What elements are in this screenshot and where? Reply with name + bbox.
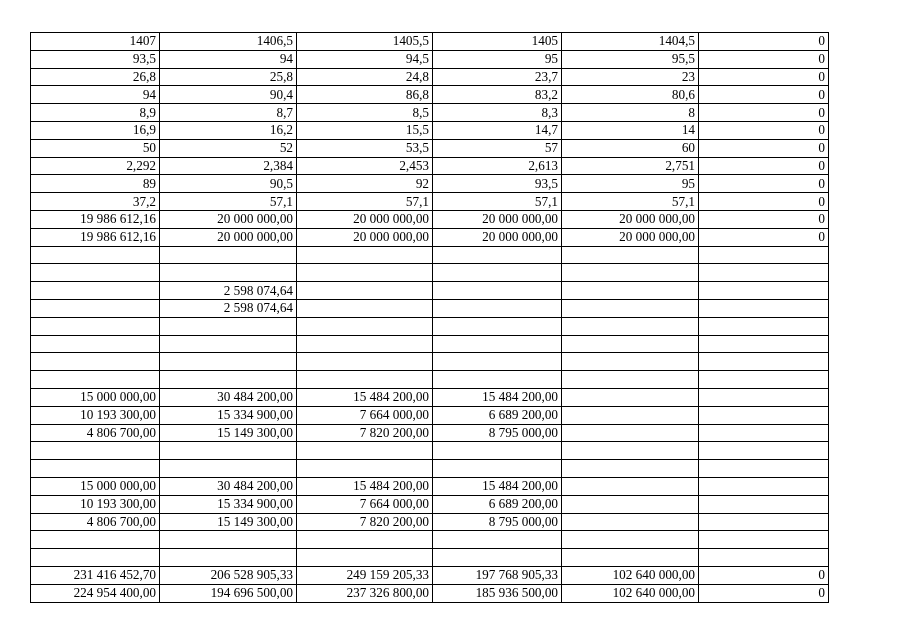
table-cell: 95,5	[562, 50, 699, 68]
table-cell: 30 484 200,00	[160, 388, 297, 406]
table-row	[31, 299, 829, 317]
table-cell	[562, 424, 699, 442]
table-cell	[160, 442, 297, 460]
table-cell	[160, 246, 297, 264]
table-cell	[562, 371, 699, 389]
table-cell	[160, 460, 297, 478]
table-cell	[31, 353, 160, 371]
table-cell	[699, 246, 829, 264]
table-row	[31, 86, 829, 104]
table-cell	[297, 371, 433, 389]
table-cell	[562, 549, 699, 567]
table-cell: 23	[562, 68, 699, 86]
table-cell	[433, 335, 562, 353]
table-row	[31, 121, 829, 139]
table-cell: 23,7	[433, 68, 562, 86]
table-cell: 0	[699, 50, 829, 68]
table-cell	[31, 335, 160, 353]
table-row	[31, 33, 829, 51]
table-row	[31, 335, 829, 353]
table-cell	[433, 299, 562, 317]
table-row	[31, 513, 829, 531]
table-cell: 92	[297, 175, 433, 193]
table-cell	[160, 264, 297, 282]
table-cell	[699, 299, 829, 317]
table-cell	[562, 246, 699, 264]
table-cell: 90,5	[160, 175, 297, 193]
table-cell: 2,384	[160, 157, 297, 175]
table-cell: 57,1	[562, 193, 699, 211]
table-cell	[562, 460, 699, 478]
table-cell	[31, 442, 160, 460]
table-cell: 8,9	[31, 104, 160, 122]
table-cell: 15 000 000,00	[31, 388, 160, 406]
table-cell: 83,2	[433, 86, 562, 104]
table-cell: 8,7	[160, 104, 297, 122]
table-row	[31, 406, 829, 424]
table-cell: 0	[699, 228, 829, 246]
table-cell: 0	[699, 139, 829, 157]
table-row	[31, 282, 829, 300]
table-cell: 80,6	[562, 86, 699, 104]
table-cell: 94,5	[297, 50, 433, 68]
table-cell: 0	[699, 157, 829, 175]
table-cell: 4 806 700,00	[31, 513, 160, 531]
table-cell: 16,2	[160, 121, 297, 139]
table-cell	[699, 353, 829, 371]
table-cell: 2,292	[31, 157, 160, 175]
table-cell: 7 820 200,00	[297, 424, 433, 442]
table-cell	[31, 549, 160, 567]
table-cell	[699, 388, 829, 406]
table-cell	[699, 317, 829, 335]
table-cell: 14	[562, 121, 699, 139]
table-cell	[31, 299, 160, 317]
table-cell: 95	[562, 175, 699, 193]
table-cell: 20 000 000,00	[297, 228, 433, 246]
table-row	[31, 549, 829, 567]
table-cell: 10 193 300,00	[31, 495, 160, 513]
table-cell	[160, 371, 297, 389]
table-cell: 8 795 000,00	[433, 424, 562, 442]
table-cell: 2 598 074,64	[160, 282, 297, 300]
table-row	[31, 104, 829, 122]
table-row	[31, 139, 829, 157]
table-cell: 14,7	[433, 121, 562, 139]
table-cell: 7 664 000,00	[297, 406, 433, 424]
table-cell	[297, 335, 433, 353]
table-cell	[562, 513, 699, 531]
table-cell	[699, 424, 829, 442]
table-cell: 50	[31, 139, 160, 157]
table-cell: 20 000 000,00	[160, 228, 297, 246]
table-cell	[433, 353, 562, 371]
table-cell: 20 000 000,00	[562, 210, 699, 228]
table-cell	[31, 371, 160, 389]
table-cell: 16,9	[31, 121, 160, 139]
table-cell	[433, 371, 562, 389]
table-cell: 24,8	[297, 68, 433, 86]
table-cell: 20 000 000,00	[433, 228, 562, 246]
table-cell: 57,1	[297, 193, 433, 211]
table-cell	[699, 495, 829, 513]
table-cell	[433, 531, 562, 549]
table-cell: 224 954 400,00	[31, 584, 160, 602]
table-cell	[562, 264, 699, 282]
table-cell	[160, 549, 297, 567]
table-cell	[433, 317, 562, 335]
table-cell: 0	[699, 33, 829, 51]
table-cell: 8,5	[297, 104, 433, 122]
table-cell: 2,613	[433, 157, 562, 175]
table-cell: 0	[699, 566, 829, 584]
table-cell: 15 484 200,00	[297, 477, 433, 495]
table-cell: 15 334 900,00	[160, 495, 297, 513]
table-cell: 237 326 800,00	[297, 584, 433, 602]
table-cell	[433, 264, 562, 282]
table-cell: 6 689 200,00	[433, 495, 562, 513]
table-cell: 0	[699, 210, 829, 228]
table-cell: 197 768 905,33	[433, 566, 562, 584]
table-cell: 7 820 200,00	[297, 513, 433, 531]
table-cell: 1407	[31, 33, 160, 51]
table-cell: 95	[433, 50, 562, 68]
table-row	[31, 424, 829, 442]
table-cell	[31, 264, 160, 282]
table-row	[31, 246, 829, 264]
table-cell: 102 640 000,00	[562, 566, 699, 584]
table-cell: 37,2	[31, 193, 160, 211]
table-row	[31, 50, 829, 68]
table-row	[31, 442, 829, 460]
table-cell: 89	[31, 175, 160, 193]
table-cell	[699, 531, 829, 549]
table-cell	[31, 282, 160, 300]
table-cell	[297, 549, 433, 567]
table-cell	[433, 460, 562, 478]
table-cell: 20 000 000,00	[160, 210, 297, 228]
table-row	[31, 566, 829, 584]
table-cell: 15 149 300,00	[160, 424, 297, 442]
table-cell: 1404,5	[562, 33, 699, 51]
table-cell: 57,1	[160, 193, 297, 211]
table-cell: 30 484 200,00	[160, 477, 297, 495]
table-cell	[699, 282, 829, 300]
table-cell: 249 159 205,33	[297, 566, 433, 584]
table-cell: 20 000 000,00	[297, 210, 433, 228]
table-cell	[297, 460, 433, 478]
table-cell	[699, 442, 829, 460]
table-cell	[699, 264, 829, 282]
table-cell: 90,4	[160, 86, 297, 104]
table-row	[31, 353, 829, 371]
table-cell	[562, 388, 699, 406]
table-cell: 8	[562, 104, 699, 122]
table-row	[31, 264, 829, 282]
table-cell	[31, 460, 160, 478]
table-row	[31, 477, 829, 495]
table-cell	[562, 335, 699, 353]
table-cell: 6 689 200,00	[433, 406, 562, 424]
table-row	[31, 388, 829, 406]
table-cell	[31, 531, 160, 549]
table-cell: 2 598 074,64	[160, 299, 297, 317]
table-cell	[160, 353, 297, 371]
table-cell: 19 986 612,16	[31, 228, 160, 246]
table-cell: 57	[433, 139, 562, 157]
table-cell: 86,8	[297, 86, 433, 104]
table-cell	[562, 406, 699, 424]
table-row	[31, 193, 829, 211]
table-cell: 20 000 000,00	[562, 228, 699, 246]
table-cell	[433, 549, 562, 567]
table-cell: 0	[699, 584, 829, 602]
table-cell	[297, 317, 433, 335]
table-cell	[699, 406, 829, 424]
table-cell: 231 416 452,70	[31, 566, 160, 584]
table-cell	[160, 317, 297, 335]
table-cell	[297, 264, 433, 282]
table-cell: 93,5	[31, 50, 160, 68]
table-body	[31, 33, 829, 603]
table-cell: 1406,5	[160, 33, 297, 51]
table-cell: 94	[31, 86, 160, 104]
table-cell: 185 936 500,00	[433, 584, 562, 602]
table-row	[31, 228, 829, 246]
table-cell: 15,5	[297, 121, 433, 139]
table-cell: 102 640 000,00	[562, 584, 699, 602]
table-cell	[562, 282, 699, 300]
table-cell	[699, 549, 829, 567]
table-cell: 52	[160, 139, 297, 157]
table-cell: 0	[699, 68, 829, 86]
table-cell: 19 986 612,16	[31, 210, 160, 228]
table-cell: 57,1	[433, 193, 562, 211]
table-cell	[31, 246, 160, 264]
data-table	[30, 32, 829, 603]
table-cell: 20 000 000,00	[433, 210, 562, 228]
table-cell: 53,5	[297, 139, 433, 157]
table-cell: 15 484 200,00	[433, 388, 562, 406]
table-cell	[562, 317, 699, 335]
table-cell	[699, 371, 829, 389]
table-cell: 206 528 905,33	[160, 566, 297, 584]
table-cell	[562, 442, 699, 460]
table-cell	[433, 282, 562, 300]
table-cell	[433, 442, 562, 460]
table-cell	[297, 246, 433, 264]
table-cell: 7 664 000,00	[297, 495, 433, 513]
table-cell: 10 193 300,00	[31, 406, 160, 424]
table-row	[31, 531, 829, 549]
table-cell: 4 806 700,00	[31, 424, 160, 442]
table-cell: 1405	[433, 33, 562, 51]
table-row	[31, 175, 829, 193]
table-row	[31, 371, 829, 389]
table-cell: 94	[160, 50, 297, 68]
table-cell	[297, 282, 433, 300]
table-cell	[297, 299, 433, 317]
table-row	[31, 210, 829, 228]
table-cell: 0	[699, 104, 829, 122]
table-cell: 8,3	[433, 104, 562, 122]
table-cell	[562, 531, 699, 549]
table-cell	[433, 246, 562, 264]
table-cell	[160, 531, 297, 549]
table-cell	[297, 531, 433, 549]
table-cell: 0	[699, 121, 829, 139]
table-cell	[562, 477, 699, 495]
table-cell: 15 484 200,00	[433, 477, 562, 495]
table-cell	[31, 317, 160, 335]
table-cell: 93,5	[433, 175, 562, 193]
table-cell	[699, 460, 829, 478]
table-cell: 15 149 300,00	[160, 513, 297, 531]
table-row	[31, 584, 829, 602]
table-cell: 15 000 000,00	[31, 477, 160, 495]
table-cell: 0	[699, 86, 829, 104]
table-cell: 0	[699, 175, 829, 193]
table-cell	[562, 495, 699, 513]
table-cell: 1405,5	[297, 33, 433, 51]
table-cell: 26,8	[31, 68, 160, 86]
table-cell: 25,8	[160, 68, 297, 86]
table-cell: 2,453	[297, 157, 433, 175]
table-cell	[699, 335, 829, 353]
table-row	[31, 495, 829, 513]
table-cell	[562, 353, 699, 371]
table-cell: 15 334 900,00	[160, 406, 297, 424]
table-cell	[297, 353, 433, 371]
table-cell: 2,751	[562, 157, 699, 175]
table-cell: 60	[562, 139, 699, 157]
table-cell	[699, 477, 829, 495]
table-cell	[562, 299, 699, 317]
table-cell	[297, 442, 433, 460]
table-row	[31, 68, 829, 86]
table-cell: 8 795 000,00	[433, 513, 562, 531]
table-cell	[160, 335, 297, 353]
table-cell: 15 484 200,00	[297, 388, 433, 406]
table-row	[31, 460, 829, 478]
table-row	[31, 317, 829, 335]
table-cell: 194 696 500,00	[160, 584, 297, 602]
table-row	[31, 157, 829, 175]
table-cell	[699, 513, 829, 531]
table-cell: 0	[699, 193, 829, 211]
